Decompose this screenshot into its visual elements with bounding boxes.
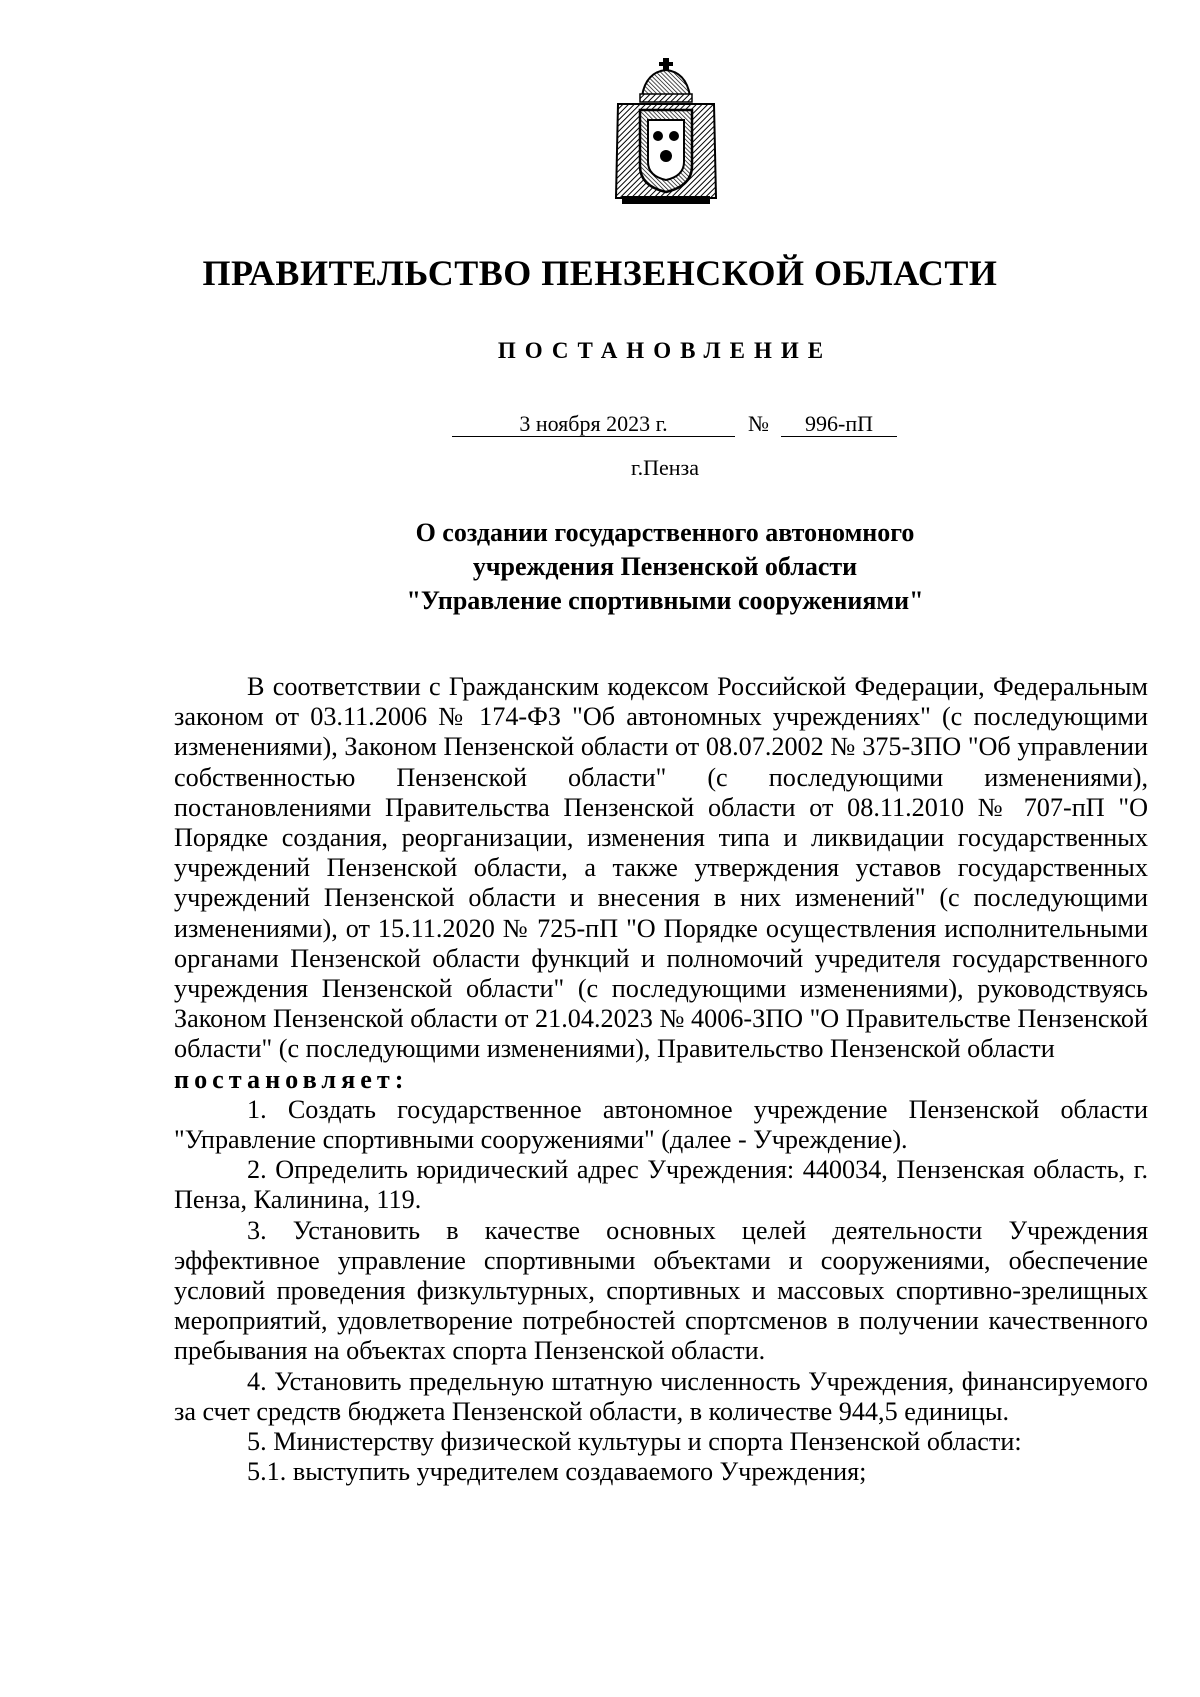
document-title-line: "Управление спортивными сооружениями"	[406, 586, 924, 615]
document-type: ПОСТАНОВЛЕНИЕ	[497, 338, 833, 363]
clause-paragraph: 5. Министерству физической культуры и спорта Пензенской области:	[247, 1427, 1022, 1457]
document-number: 996-пП	[781, 412, 897, 437]
document-body	[174, 672, 1148, 1487]
clause-paragraph: 2. Определить юридический адрес Учреждения: 440034, Пензенская область, г. Пенза, Калинина, 119.	[174, 1155, 1148, 1215]
clause-paragraph: 5.1. выступить учредителем создаваемого Учреждения;	[247, 1457, 867, 1487]
number-sign: №	[748, 411, 769, 436]
document-title-line: учреждения Пензенской области	[472, 552, 858, 581]
clause-paragraph: 1. Создать государственное автономное учреждение Пензенской области "Управление спортивными сооружениями" (далее - Учреждение).	[174, 1094, 1148, 1155]
document-title	[0, 516, 1200, 618]
coat-of-arms-icon	[612, 58, 720, 208]
document-title-line: О создании государственного автономного	[415, 518, 915, 547]
clause-paragraph: 4. Установить предельную штатную численность Учреждения, финансируемого за счет средств бюджета Пензенской области, в количестве 944,5 единицы.	[174, 1366, 1148, 1426]
clause-paragraph: 3. Установить в качестве основных целей деятельности Учреждения эффективное управление спортивными объектами и сооружениями, обеспечение условий проведения физкультурных, спортивных и массовых спортивно-зрелищных мероприятий, удовлетворение потребностей спортсменов в получении качественного пребывания на объектах спорта Пензенской области.	[174, 1215, 1148, 1366]
preamble-paragraph: В соответствии с Гражданским кодексом Российской Федерации, Федеральным законом от 03.11.2006 № 174-ФЗ "Об автономных учреждениях" (с последующими изменениями), Законом Пензенской области от 08.07.2002 № 375-ЗПО "Об управлении собственностью Пензенской области" (с последующими изменениями), постановлениями Правительства Пензенской области от 08.11.2010 № 707-пП "О Порядке создания, реорганизации, изменения типа и ликвидации государственных учреждений Пензенской области, а также утверждения уставов государственных учреждений Пензенской области и внесения в них изменений" (с последующими изменениями), от 15.11.2020 № 725-пП "О Порядке осуществления исполнительными органами Пензенской области функций и полномочий учредителя государственного учреждения Пензенской области" (с последующими изменениями), руководствуясь Законом Пензенской области от 21.04.2023 № 4006-ЗПО "О Правительстве Пензенской области" (с последующими изменениями), Правительство Пензенской области	[174, 672, 1148, 1064]
resolution-word	[174, 1065, 1148, 1095]
document-city: г.Пенза	[631, 455, 699, 480]
resolves-label: постановляет:	[174, 1064, 409, 1094]
organization-title: ПРАВИТЕЛЬСТВО ПЕНЗЕНСКОЙ ОБЛАСТИ	[202, 253, 998, 293]
document-date: 3 ноября 2023 г.	[452, 412, 735, 437]
